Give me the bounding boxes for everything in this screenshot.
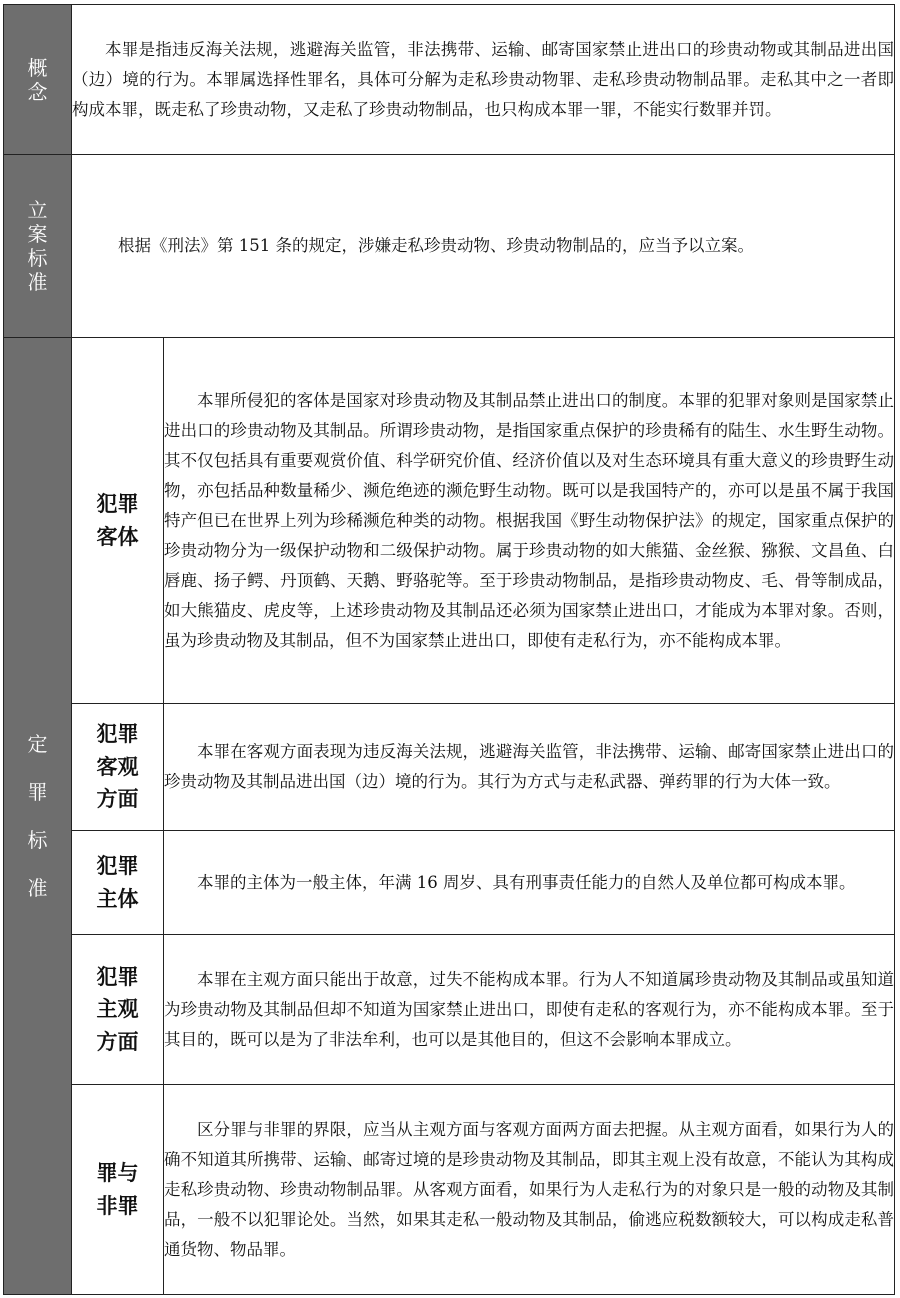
crime-or-not-label: 罪与非罪 [96,1160,139,1218]
objective-row [4,704,895,831]
objective-label-cell [72,704,164,831]
subject-row [4,831,895,935]
subject-label: 犯罪主体 [96,853,139,911]
filing-text-cell [72,155,895,338]
conviction-label-cell [4,338,72,1295]
concept-row [4,5,895,155]
subjective-text-cell [164,935,895,1085]
subjective-row [4,935,895,1085]
subject-text: 本罪的主体为一般主体，年满 16 周岁、具有刑事责任能力的自然人及单位都可构成本罪。 [197,872,856,892]
objective-text-cell [164,704,895,831]
crime-or-not-text: 区分罪与非罪的界限，应当从主观方面与客观方面两方面去把握。从主观方面看，如果行为人的确不知道其所携带、运输、邮寄过境的是珍贵动物及其制品，即其主观上没有故意，不能认为其构成走私珍贵动物、珍贵动物制品罪。从客观方面看，如果行为人走私行为的对象只是一般的动物及其制品，一般不以犯罪论处。当然，如果其走私一般动物及其制品，偷逃应税数额较大，可以构成走私普通货物、物品罪。 [164,1119,894,1259]
filing-label: 立案标准 [27,198,48,294]
concept-label-cell [4,5,72,155]
objective-label: 犯罪客观方面 [96,722,139,812]
conviction-label [27,708,49,924]
subjective-text: 本罪在主观方面只能出于故意，过失不能构成本罪。行为人不知道属珍贵动物及其制品或虽知道为珍贵动物及其制品但却不知道为国家禁止进出口，即使有走私的客观行为，亦不能构成本罪。至于其目的，既可以是为了非法牟利，也可以是其他目的，但这不会影响本罪成立。 [164,969,894,1049]
conviction-label-char-2: 罪 [27,780,48,804]
subjective-label-cell [72,935,164,1085]
subjective-label: 犯罪主观方面 [96,964,139,1054]
subject-text-cell [164,831,895,935]
conviction-label-char-1: 定 [27,732,48,756]
object-text: 本罪所侵犯的客体是国家对珍贵动物及其制品禁止进出口的制度。本罪的犯罪对象则是国家禁止进出口的珍贵动物及其制品。所谓珍贵动物，是指国家重点保护的珍贵稀有的陆生、水生野生动物。其不仅包括具有重要观赏价值、科学研究价值、经济价值以及对生态环境具有重大意义的珍贵野生动物，亦包括品种数量稀少、濒危绝迹的濒危野生动物。既可以是我国特产的，亦可以是虽不属于我国特产但已在世界上列为珍稀濒危种类的动物。根据我国《野生动物保护法》的规定，国家重点保护的珍贵动物分为一级保护动物和二级保护动物。属于珍贵动物的如大熊猫、金丝猴、猕猴、文昌鱼、白唇鹿、扬子鳄、丹顶鹤、天鹅、野骆驼等。至于珍贵动物制品，是指珍贵动物皮、毛、骨等制成品，如大熊猫皮、虎皮等，上述珍贵动物及其制品还必须为国家禁止进出口，才能成为本罪对象。否则，虽为珍贵动物及其制品，但不为国家禁止进出口，即使有走私行为，亦不能构成本罪。 [164,390,894,650]
crime-or-not-row [4,1085,895,1295]
object-label-cell [72,338,164,704]
concept-label: 概念 [27,55,48,104]
conviction-label-char-3: 标 [27,828,48,852]
filing-row [4,155,895,338]
concept-text-cell [72,5,895,155]
crime-definition-table [3,4,895,1295]
filing-text: 根据《刑法》第 151 条的规定，涉嫌走私珍贵动物、珍贵动物制品的，应当予以立案。 [118,236,754,255]
subject-label-cell [72,831,164,935]
crime-or-not-label-cell [72,1085,164,1295]
object-row [4,338,895,704]
conviction-label-char-4: 准 [27,876,48,900]
object-text-cell [164,338,895,704]
concept-text: 本罪是指违反海关法规，逃避海关监管，非法携带、运输、邮寄国家禁止进出口的珍贵动物或其制品进出国（边）境的行为。本罪属选择性罪名，具体可分解为走私珍贵动物罪、走私珍贵动物制品罪。走私其中之一者即构成本罪，既走私了珍贵动物，又走私了珍贵动物制品，也只构成本罪一罪，不能实行数罪并罚。 [72,39,894,119]
crime-or-not-text-cell [164,1085,895,1295]
objective-text: 本罪在客观方面表现为违反海关法规，逃避海关监管，非法携带、运输、邮寄国家禁止进出口的珍贵动物及其制品进出国（边）境的行为。其行为方式与走私武器、弹药罪的行为大体一致。 [164,742,894,791]
filing-label-cell [4,155,72,338]
object-label: 犯罪客体 [96,491,139,549]
